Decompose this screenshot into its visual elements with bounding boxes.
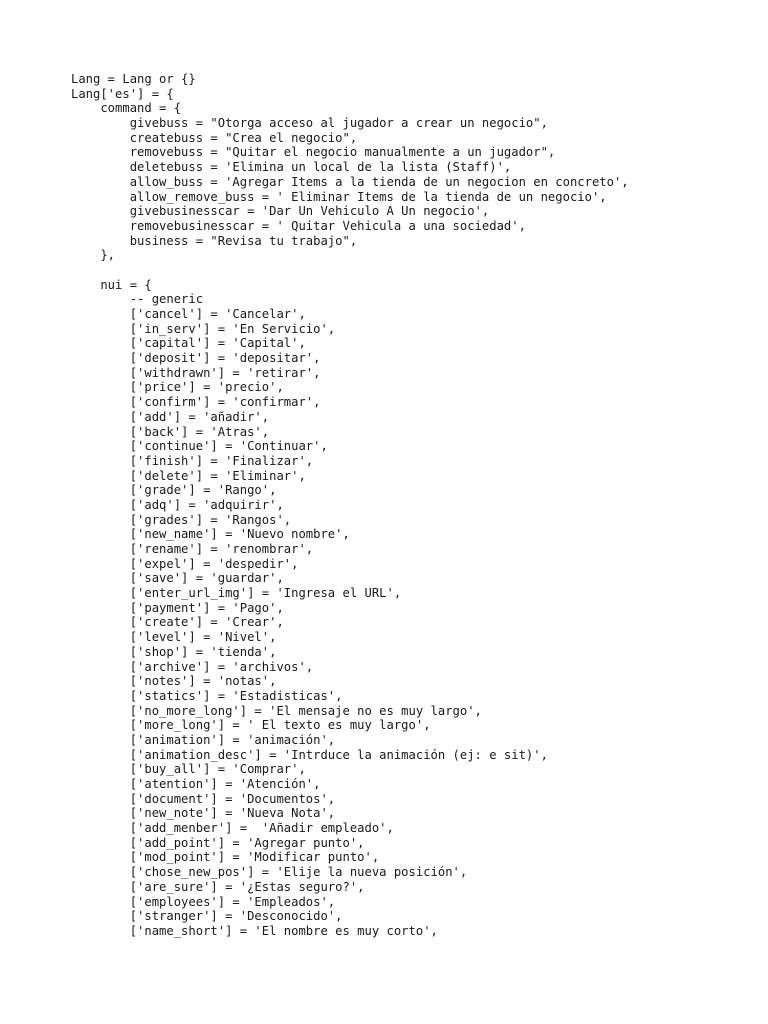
code-line: ['adq'] = 'adquirir', [71, 497, 284, 512]
code-line: ['archive'] = 'archivos', [71, 659, 314, 674]
code-line: ['stranger'] = 'Desconocido', [71, 909, 343, 924]
code-line: ['rename'] = 'renombrar', [71, 542, 314, 556]
code-line: ['enter_url_img'] = 'Ingresa el URL', [71, 586, 402, 601]
code-line: ['add'] = 'añadir', [71, 409, 270, 424]
code-line: ['continue'] = 'Continuar', [71, 439, 328, 454]
code-line: Lang = Lang or {} [71, 72, 196, 86]
code-line: ['document'] = 'Documentos', [71, 791, 336, 806]
code-line: ['animation'] = 'animación', [71, 732, 336, 747]
code-line: ['add_menber'] = 'Añadir empleado', [71, 821, 394, 836]
code-line: ['no_more_long'] = 'El mensaje no es muy largo', [71, 703, 482, 718]
code-line: ['in_serv'] = 'En Servicio', [71, 321, 336, 336]
code-line: Lang['es'] = { [71, 86, 174, 101]
code-line: ['animation_desc'] = 'Intrduce la animación (ej: e sit)', [71, 747, 548, 762]
code-line [71, 263, 629, 278]
code-line: ['are_sure'] = '¿Estas seguro?', [71, 879, 365, 894]
code-line: }, [71, 248, 116, 263]
code-line: ['add_point'] = 'Agregar punto', [71, 835, 365, 850]
code-line: ['grade'] = 'Rango', [71, 483, 277, 498]
code-line: ['chose_new_pos'] = 'Elije la nueva posición', [71, 865, 468, 880]
code-line: ['level'] = 'Nivel', [71, 630, 277, 645]
code-line: ['cancel'] = 'Cancelar', [71, 307, 306, 321]
code-line: ['deposit'] = 'depositar', [71, 351, 321, 366]
code-line: ['notes'] = 'notas', [71, 674, 277, 689]
code-line: -- generic [71, 292, 204, 307]
code-line: createbuss = "Crea el negocio", [71, 130, 358, 145]
code-line: givebuss = "Otorga acceso al jugador a crear un negocio", [71, 116, 548, 131]
code-line: nui = { [71, 277, 152, 292]
code-line: ['new_note'] = 'Nueva Nota', [71, 806, 336, 821]
code-line: ['more_long'] = ' El texto es muy largo', [71, 718, 431, 733]
code-line: givebusinesscar = 'Dar Un Vehiculo A Un negocio', [71, 204, 490, 219]
code-line: business = "Revisa tu trabajo", [71, 233, 358, 248]
code-line: ['delete'] = 'Eliminar', [71, 468, 306, 483]
code-line: ['confirm'] = 'confirmar', [71, 395, 321, 410]
code-line: ['atention'] = 'Atención', [71, 777, 321, 791]
code-line: ['expel'] = 'despedir', [71, 556, 299, 571]
code-line: ['withdrawn'] = 'retirar', [71, 365, 321, 380]
code-line: ['price'] = 'precio', [71, 380, 284, 395]
code-line: ['create'] = 'Crear', [71, 615, 284, 630]
code-line: allow_buss = 'Agregar Items a la tienda de un negocion en concreto', [71, 174, 629, 189]
code-line: ['mod_point'] = 'Modificar punto', [71, 850, 380, 865]
code-line: ['statics'] = 'Estadisticas', [71, 688, 343, 703]
code-line: deletebuss = 'Elimina un local de la lista (Staff)', [71, 160, 512, 175]
code-line: removebusinesscar = ' Quitar Vehicula a una sociedad', [71, 218, 526, 233]
code-line: ['payment'] = 'Pago', [71, 600, 284, 615]
code-line: ['save'] = 'guardar', [71, 571, 284, 586]
code-line: removebuss = "Quitar el negocio manualmente a un jugador", [71, 145, 556, 160]
code-line: ['capital'] = 'Capital', [71, 336, 306, 351]
code-block [71, 72, 629, 939]
code-line: ['grades'] = 'Rangos', [71, 512, 292, 527]
code-line: ['back'] = 'Atras', [71, 424, 270, 439]
code-line: ['buy_all'] = 'Comprar', [71, 762, 306, 777]
code-line: ['shop'] = 'tienda', [71, 644, 277, 659]
code-line: ['finish'] = 'Finalizar', [71, 453, 314, 468]
code-line: ['employees'] = 'Empleados', [71, 894, 336, 909]
code-line: command = { [71, 101, 182, 116]
code-line: allow_remove_buss = ' Eliminar Items de la tienda de un negocio', [71, 189, 607, 204]
code-line: ['name_short'] = 'El nombre es muy corto', [71, 923, 438, 938]
code-line: ['new_name'] = 'Nuevo nombre', [71, 527, 350, 542]
